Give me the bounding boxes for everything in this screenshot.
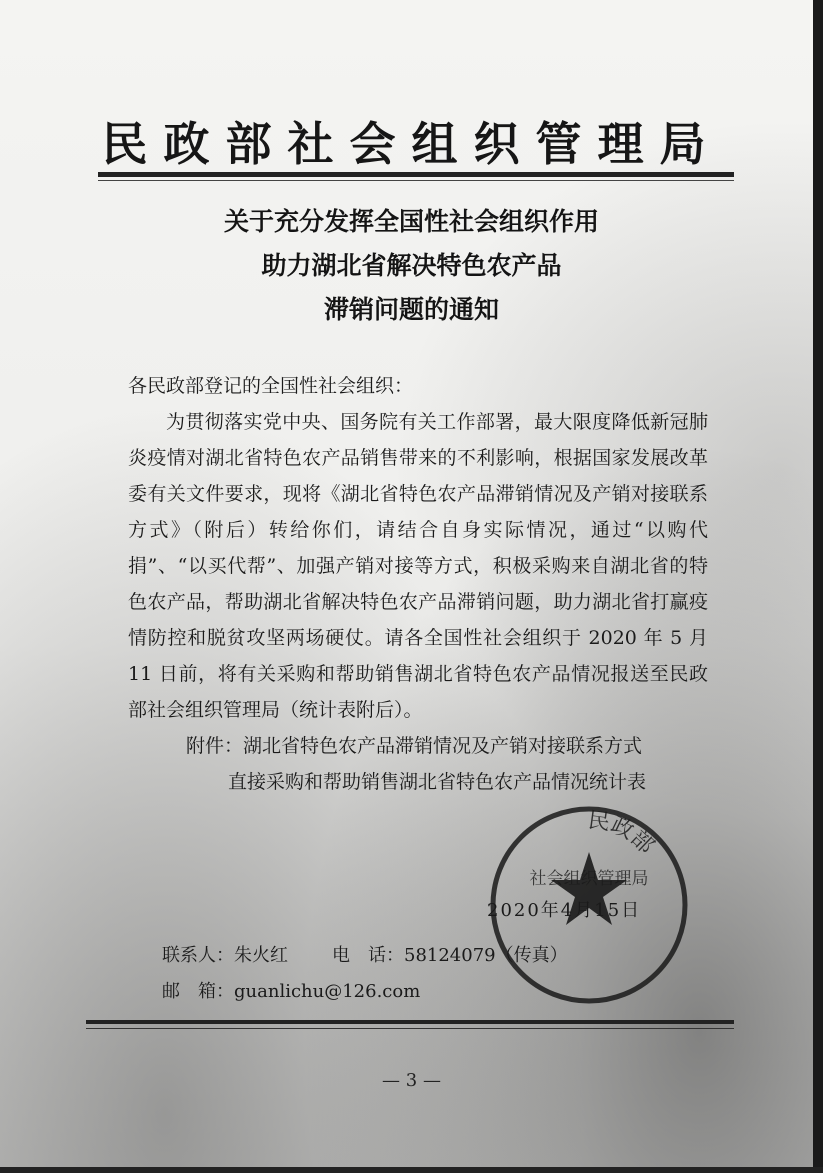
contact-person: 联系人：朱火红 bbox=[162, 945, 288, 966]
scan-edge-bottom bbox=[0, 1167, 823, 1173]
main-paragraph: 为贯彻落实党中央、国务院有关工作部署，最大限度降低新冠肺炎疫情对湖北省特色农产品销售带来的不利影响，根据国家发展改革委有关文件要求，现将《湖北省特色农产品滞销情况及产销对接联系方式》（附后）转给你们，请结合自身实际情况，通过“以购代捐”、“以买代帮”、加强产销对接等方式，积极采购来自湖北省的特色农产品，帮助湖北省解决特色农产品滞销问题，助力湖北省打赢疫情防控和脱贫攻坚两场硬仗。请各全国性社会组织于 2020 年 5 月 11 日前，将有关采购和帮助销售湖北省特色农产品情况报送至民政部社会组织管理局（统计表附后）。 bbox=[128, 411, 708, 721]
title-line-1: 关于充分发挥全国性社会组织作用 bbox=[223, 207, 599, 236]
seal-arc-text: 民政部 bbox=[586, 808, 659, 860]
svg-text:民政部 bbox=[586, 808, 658, 859]
attachment-line-2: 直接采购和帮助销售湖北省特色农产品情况统计表 bbox=[228, 771, 647, 793]
header-rule-thin bbox=[98, 180, 734, 181]
contact-email: 邮 箱：guanlichu@126.com bbox=[162, 981, 421, 1002]
scan-edge-right bbox=[813, 0, 823, 1173]
page-number: — 3 — bbox=[382, 1070, 441, 1091]
header-rule-thick bbox=[98, 172, 734, 177]
footer-rule-thin bbox=[86, 1028, 734, 1029]
footer-rule-thick bbox=[86, 1020, 734, 1024]
document-body bbox=[128, 368, 708, 800]
issue-date: 2020年4月15日 bbox=[487, 900, 642, 921]
title-line-3: 滞销问题的通知 bbox=[323, 295, 499, 324]
seal-inner-text: 社会组织管理局 bbox=[529, 869, 649, 889]
salutation: 各民政部登记的全国性社会组织： bbox=[128, 375, 414, 397]
contact-line-1 bbox=[162, 938, 722, 974]
document-title bbox=[0, 200, 823, 332]
title-line-2: 助力湖北省解决特色农产品 bbox=[261, 251, 562, 280]
attachment-line-1: 附件：湖北省特色农产品滞销情况及产销对接联系方式 bbox=[186, 735, 643, 757]
contact-phone: 电 话：58124079（传真） bbox=[332, 945, 568, 966]
contact-block bbox=[162, 938, 722, 1010]
issuing-organization-header: 民政部社会组织管理局 bbox=[101, 117, 722, 171]
